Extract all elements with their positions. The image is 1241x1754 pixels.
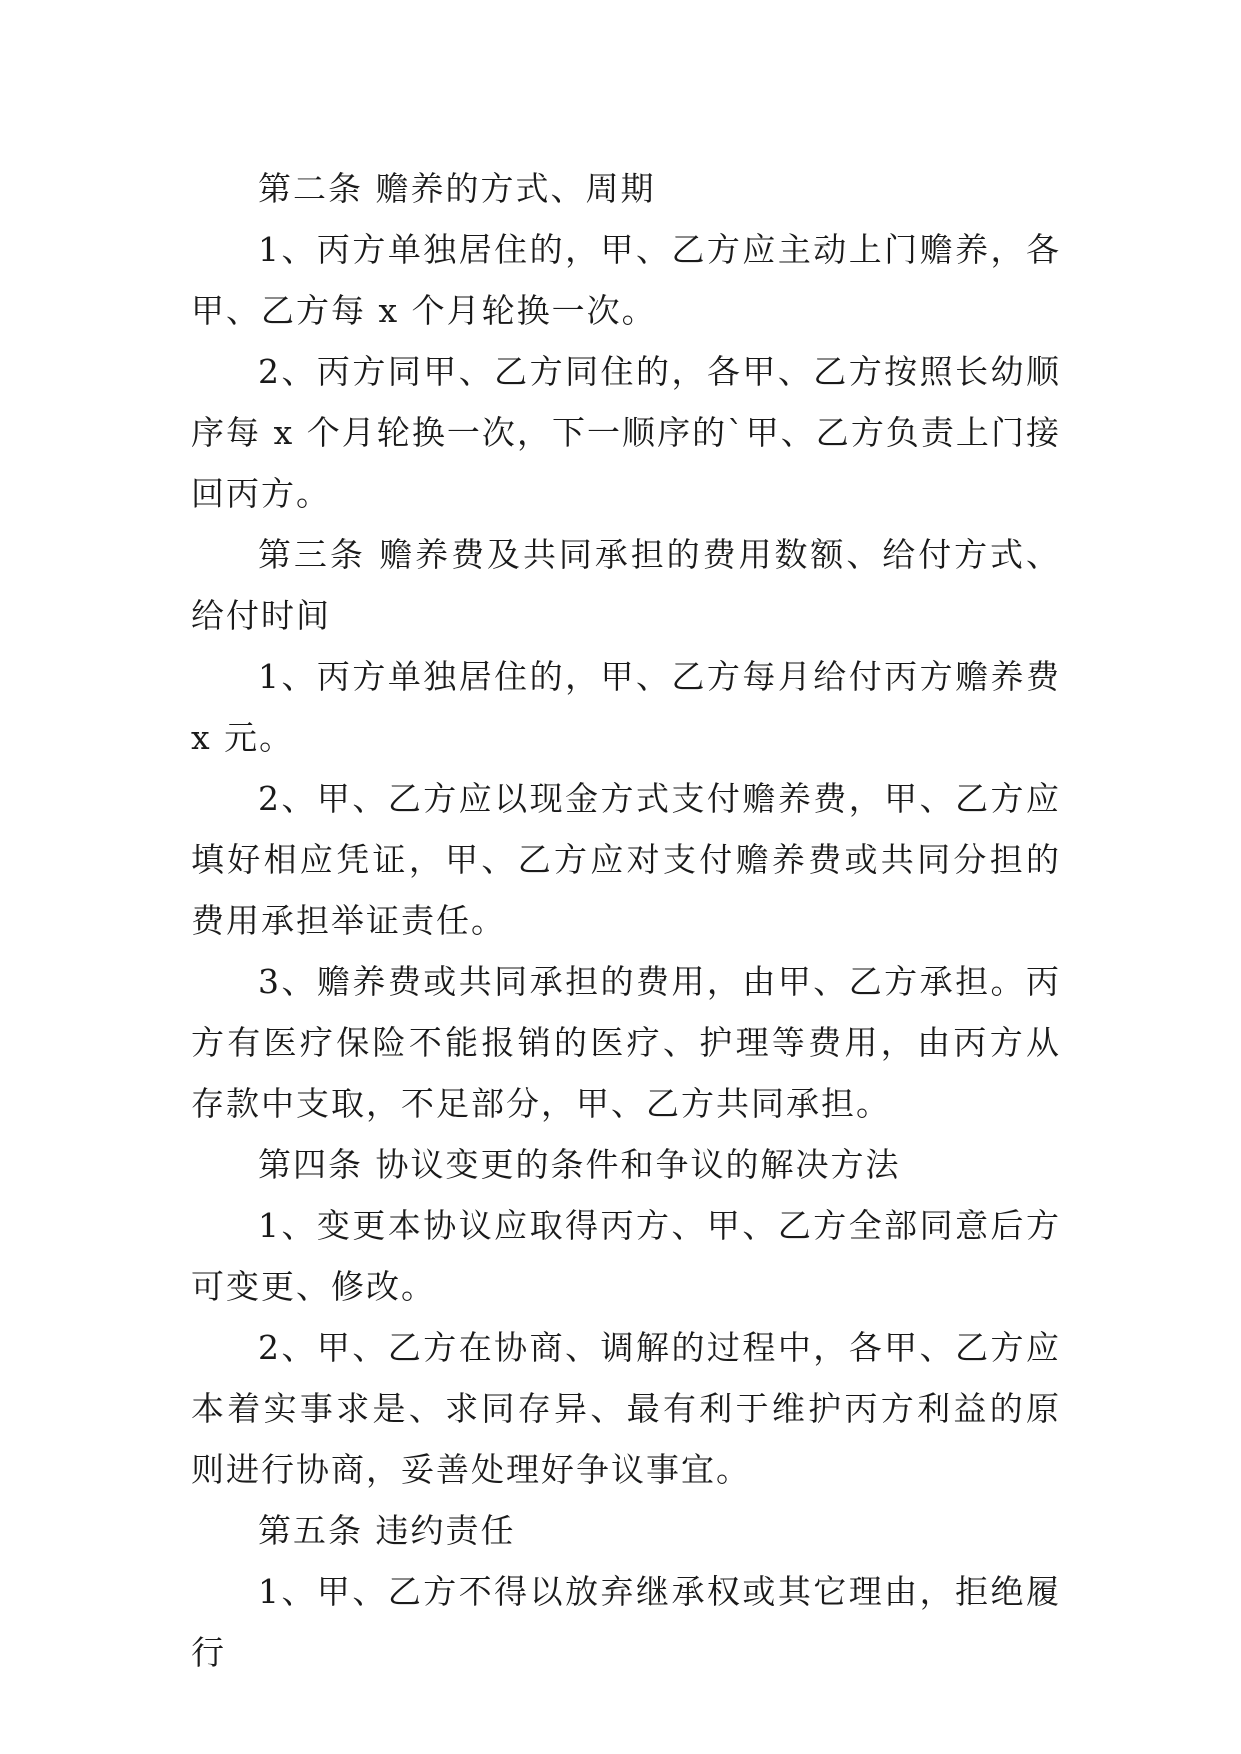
article-2-clause-1: 1、丙方单独居住的，甲、乙方应主动上门赡养，各甲、乙方每 x 个月轮换一次。	[191, 230, 1061, 330]
article-4-clause-1: 1、变更本协议应取得丙方、甲、乙方全部同意后方可变更、修改。	[191, 1206, 1061, 1306]
article-3-clause-1: 1、丙方单独居住的，甲、乙方每月给付丙方赡养费 x 元。	[191, 657, 1061, 757]
article-3-heading: 第三条 赡养费及共同承担的费用数额、给付方式、给付时间	[191, 535, 1061, 635]
article-2-clause-2: 2、丙方同甲、乙方同住的，各甲、乙方按照长幼顺序每 x 个月轮换一次，下一顺序的`甲、乙方负责上门接回丙方。	[191, 352, 1061, 513]
article-3-clause-2: 2、甲、乙方应以现金方式支付赡养费，甲、乙方应填好相应凭证，甲、乙方应对支付赡养费或共同分担的费用承担举证责任。	[191, 779, 1061, 940]
article-4-clause-2: 2、甲、乙方在协商、调解的过程中，各甲、乙方应本着实事求是、求同存异、最有利于维护丙方利益的原则进行协商，妥善处理好争议事宜。	[191, 1328, 1061, 1489]
article-3-clause-3: 3、赡养费或共同承担的费用，由甲、乙方承担。丙方有医疗保险不能报销的医疗、护理等费用，由丙方从存款中支取，不足部分，甲、乙方共同承担。	[191, 962, 1061, 1123]
article-2-heading: 第二条 赡养的方式、周期	[258, 169, 656, 208]
article-4-heading: 第四条 协议变更的条件和争议的解决方法	[258, 1145, 901, 1184]
document-body	[191, 158, 1061, 1683]
article-5-clause-1: 1、甲、乙方不得以放弃继承权或其它理由，拒绝履行	[191, 1572, 1061, 1672]
article-5-heading: 第五条 违约责任	[258, 1511, 516, 1550]
